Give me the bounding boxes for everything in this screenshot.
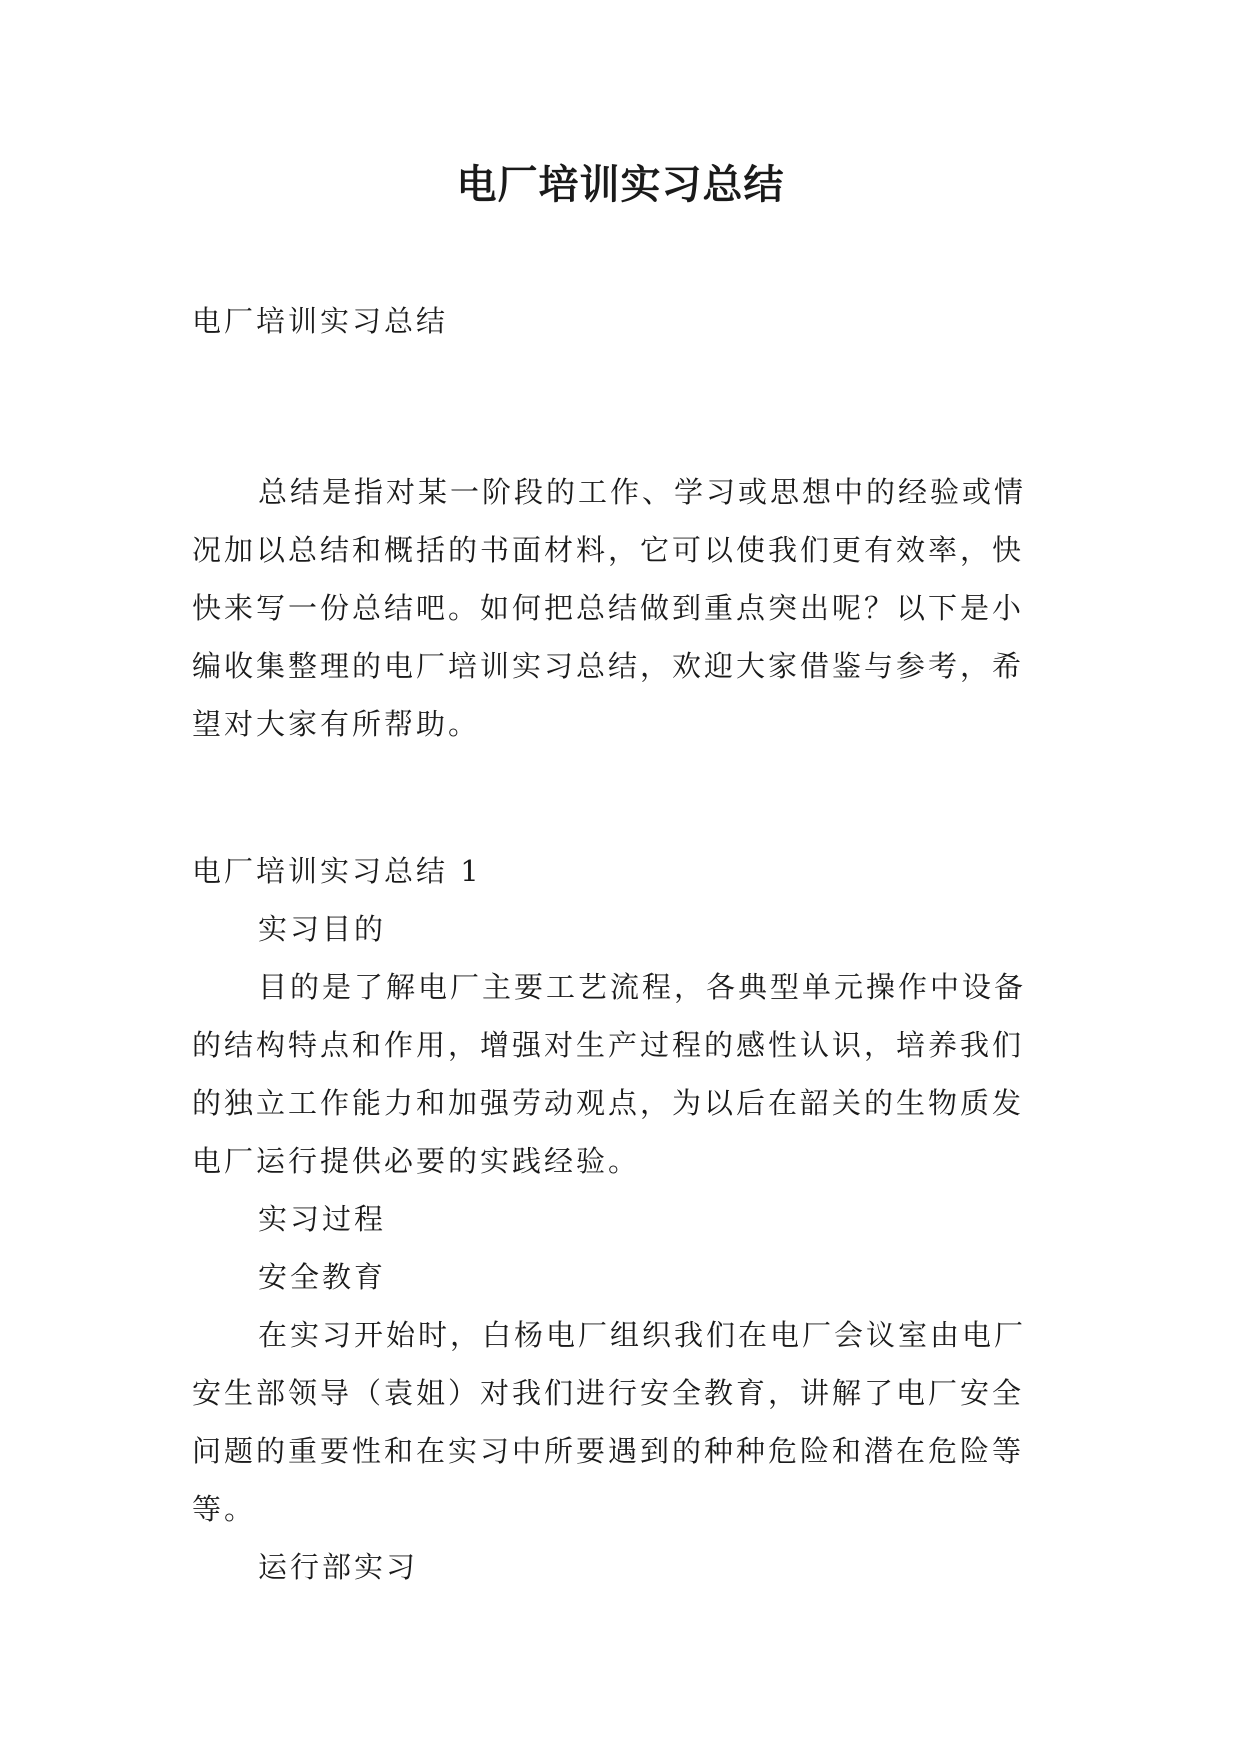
section-content [192, 900, 1054, 1596]
section-heading: 电厂培训实习总结 1 [192, 854, 482, 888]
paragraph-safety: 在实习开始时，白杨电厂组织我们在电厂会议室由电厂安生部领导（袁姐）对我们进行安全教育，讲解了电厂安全问题的重要性和在实习中所要遇到的种种危险和潜在危险等等。 [192, 1318, 1027, 1526]
document-title: 电厂培训实习总结 [456, 161, 785, 208]
subheading-safety: 安全教育 [258, 1260, 387, 1294]
intro-paragraph: 总结是指对某一阶段的工作、学习或思想中的经验或情况加以总结和概括的书面材料，它可以使我们更有效率，快快来写一份总结吧。如何把总结做到重点突出呢？以下是小编收集整理的电厂培训实习总结，欢迎大家借鉴与参考，希望对大家有所帮助。 [192, 475, 1027, 741]
document-subtitle: 电厂培训实习总结 [192, 304, 449, 338]
subheading-operations: 运行部实习 [258, 1550, 419, 1584]
subheading-process: 实习过程 [258, 1202, 387, 1236]
subheading-purpose: 实习目的 [258, 912, 387, 946]
paragraph-purpose: 目的是了解电厂主要工艺流程，各典型单元操作中设备的结构特点和作用，增强对生产过程的感性认识，培养我们的独立工作能力和加强劳动观点，为以后在韶关的生物质发电厂运行提供必要的实践经验。 [192, 970, 1027, 1178]
